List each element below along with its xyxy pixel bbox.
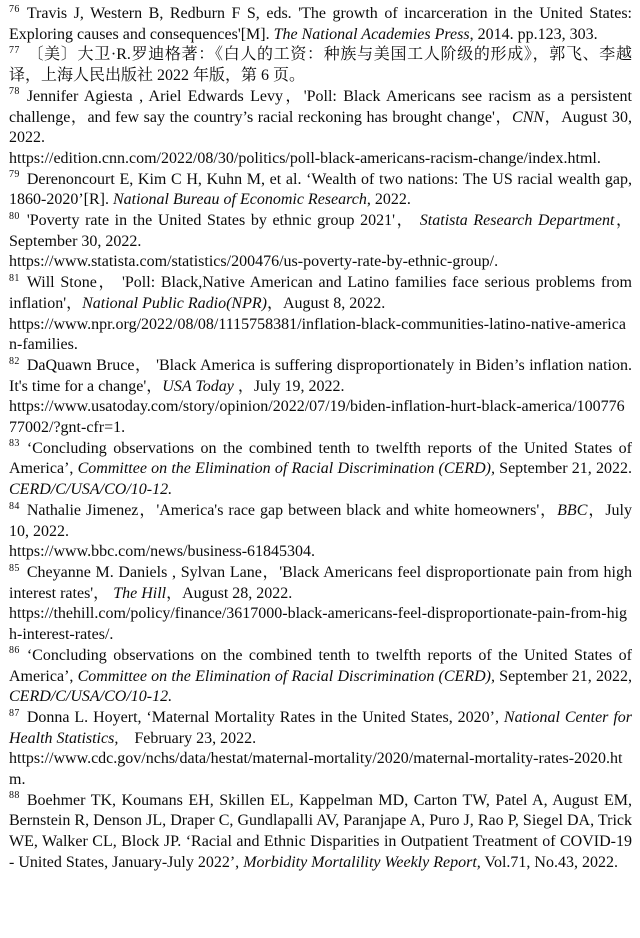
footnote-number: 76 (9, 3, 20, 15)
footnote-number: 85 (9, 562, 20, 574)
footnote-text: Donna L. Hoyert, ‘Maternal Mortality Rates in the United States, 2020’, (26, 708, 504, 726)
footnote-82 (9, 356, 632, 439)
footnote-source-italic: National Public Radio(NPR) (82, 294, 267, 312)
footnote-source-italic: National Center for Health Statistics, (9, 708, 632, 747)
footnote-source-italic: CNN (512, 108, 545, 126)
footnote-85 (9, 563, 632, 646)
footnote-source-italic: Committee on the Elimination of Racial Discrimination (CERD), (77, 460, 495, 478)
footnote-text: Vol.71, No.43, 2022. (480, 853, 618, 871)
footnote-76 (9, 4, 632, 45)
footnote-text: Jennifer Agiesta , Ariel Edwards Levy，'Poll: Black Americans see racism as a persistent challenge，and few say the country’s racial reckoning has brought change'， (9, 87, 632, 126)
footnote-text: ‘Concluding observations on the combined tenth to twelfth reports of the United States of America’, (9, 646, 632, 685)
footnote-url: https://www.usatoday.com/story/opinion/2022/07/19/biden-inflation-hurt-black-america/10077677002/?gnt-cfr=1. (9, 398, 625, 437)
footnote-text: Boehmer TK, Koumans EH, Skillen EL, Kappelman MD, Carton TW, Patel A, August EM, Bernstein R, Denson JL, Draper C, Gundlapalli AV, Paranjape A, Puro J, Rao P, Siegel DA, Trick WE, Walker CL, Block JP. ‘Racial and Ethnic Disparities in Outpatient Treatment of COVID-19 - United States, January-July 2022’, (9, 791, 632, 871)
footnote-text: September 21, 2022, (494, 667, 633, 685)
footnote-list (9, 4, 632, 874)
footnote-url: https://www.bbc.com/news/business-61845304. (9, 543, 316, 561)
footnote-number: 78 (9, 86, 20, 98)
footnote-source-italic: The National Academies Press (273, 25, 470, 43)
footnote-url: https://edition.cnn.com/2022/08/30/politics/poll-black-americans-racism-change/index.html. (9, 149, 601, 167)
footnote-text: September 21, 2022. (494, 460, 633, 478)
footnote-source-italic: BBC (557, 501, 588, 519)
footnote-source-italic: The Hill (113, 584, 167, 602)
footnote-text: Travis J, Western B, Redburn F S, eds. 'The growth of incarceration in the United States: Exploring causes and consequences'[M]. (9, 5, 632, 43)
footnote-text: ，July 19, 2022. (233, 377, 345, 395)
footnote-number: 79 (9, 169, 20, 181)
footnote-79 (9, 170, 632, 211)
footnote-number: 84 (9, 500, 20, 512)
footnote-number: 86 (9, 645, 20, 657)
footnote-text: , 2022. (366, 191, 411, 209)
footnote-text: ‘Concluding observations on the combined tenth to twelfth reports of the United States of America’, (9, 439, 632, 478)
footnote-source-italic: National Bureau of Economic Research (112, 191, 367, 209)
footnote-number: 83 (9, 438, 20, 450)
footnote-text: February 23, 2022. (118, 729, 257, 747)
footnote-source-italic: USA Today (162, 377, 234, 395)
footnote-number: 87 (9, 707, 20, 719)
footnote-87 (9, 708, 632, 791)
footnote-url: https://thehill.com/policy/finance/3617000-black-americans-feel-disproportionate-pain-from-high-interest-rates/. (9, 605, 628, 644)
footnote-text: ，September 30, 2022. (9, 212, 632, 250)
footnote-url: https://www.statista.com/statistics/200476/us-poverty-rate-by-ethnic-group/. (9, 253, 499, 271)
footnote-text: Cheyanne M. Daniels , Sylvan Lane，'Black Americans feel disproportionate pain from high interest rates'， (9, 563, 632, 602)
footnote-text: ，August 30, 2022. (9, 108, 632, 147)
footnote-source-italic: Morbidity Mortalility Weekly Report, (243, 853, 481, 871)
footnote-83 (9, 439, 632, 501)
footnote-text: Will Stone， 'Poll: Black,Native American and Latino families face serious problems from inflation'， (9, 274, 632, 312)
footnote-text: ，August 8, 2022. (266, 294, 386, 312)
footnote-source-italic: CERD/C/USA/CO/10-12. (9, 481, 173, 499)
footnote-77 (9, 45, 632, 86)
footnote-number: 80 (9, 210, 20, 222)
footnote-number: 88 (9, 790, 20, 802)
footnote-text: Nathalie Jimenez，'America's race gap between black and white homeowners'， (26, 501, 558, 519)
footnote-84 (9, 501, 632, 563)
footnote-80 (9, 211, 632, 273)
footnote-source-italic: CERD/C/USA/CO/10-12. (9, 688, 173, 706)
footnote-86 (9, 646, 632, 708)
footnote-number: 77 (9, 45, 20, 57)
footnote-text: 'Poverty rate in the United States by ethnic group 2021'， (26, 212, 420, 230)
footnote-number: 81 (9, 272, 20, 284)
footnote-source-italic: Committee on the Elimination of Racial Discrimination (CERD), (77, 667, 495, 685)
footnote-text: ，July 10, 2022. (9, 501, 632, 540)
footnote-text: ，August 28, 2022. (166, 584, 293, 602)
footnote-text: Derenoncourt E, Kim C H, Kuhn M, et al. ‘Wealth of two nations: The US racial wealth gap, 1860-2020’[R]. (9, 170, 632, 209)
footnote-source-italic: Statista Research Department (419, 212, 615, 230)
footnote-text: 〔美〕大卫·R.罗迪格著：《白人的工资：种族与美国工人阶级的形成》，郭飞、李越译，上海人民出版社 2022 年版，第 6 页。 (9, 46, 632, 85)
footnote-text: , 2014. pp.123, 303. (469, 25, 598, 43)
footnote-url: https://www.npr.org/2022/08/08/1115758381/inflation-black-communities-latino-native-american-families. (9, 315, 626, 354)
footnote-text: DaQuawn Bruce， 'Black America is suffering disproportionately in Biden’s inflation nation. It's time for a change'， (9, 356, 632, 395)
footnote-url: https://www.cdc.gov/nchs/data/hestat/maternal-mortality/2020/maternal-mortality-rates-2020.htm. (9, 750, 623, 789)
footnote-81 (9, 273, 632, 356)
footnote-88 (9, 791, 632, 874)
footnote-number: 82 (9, 355, 20, 367)
footnote-78 (9, 87, 632, 170)
